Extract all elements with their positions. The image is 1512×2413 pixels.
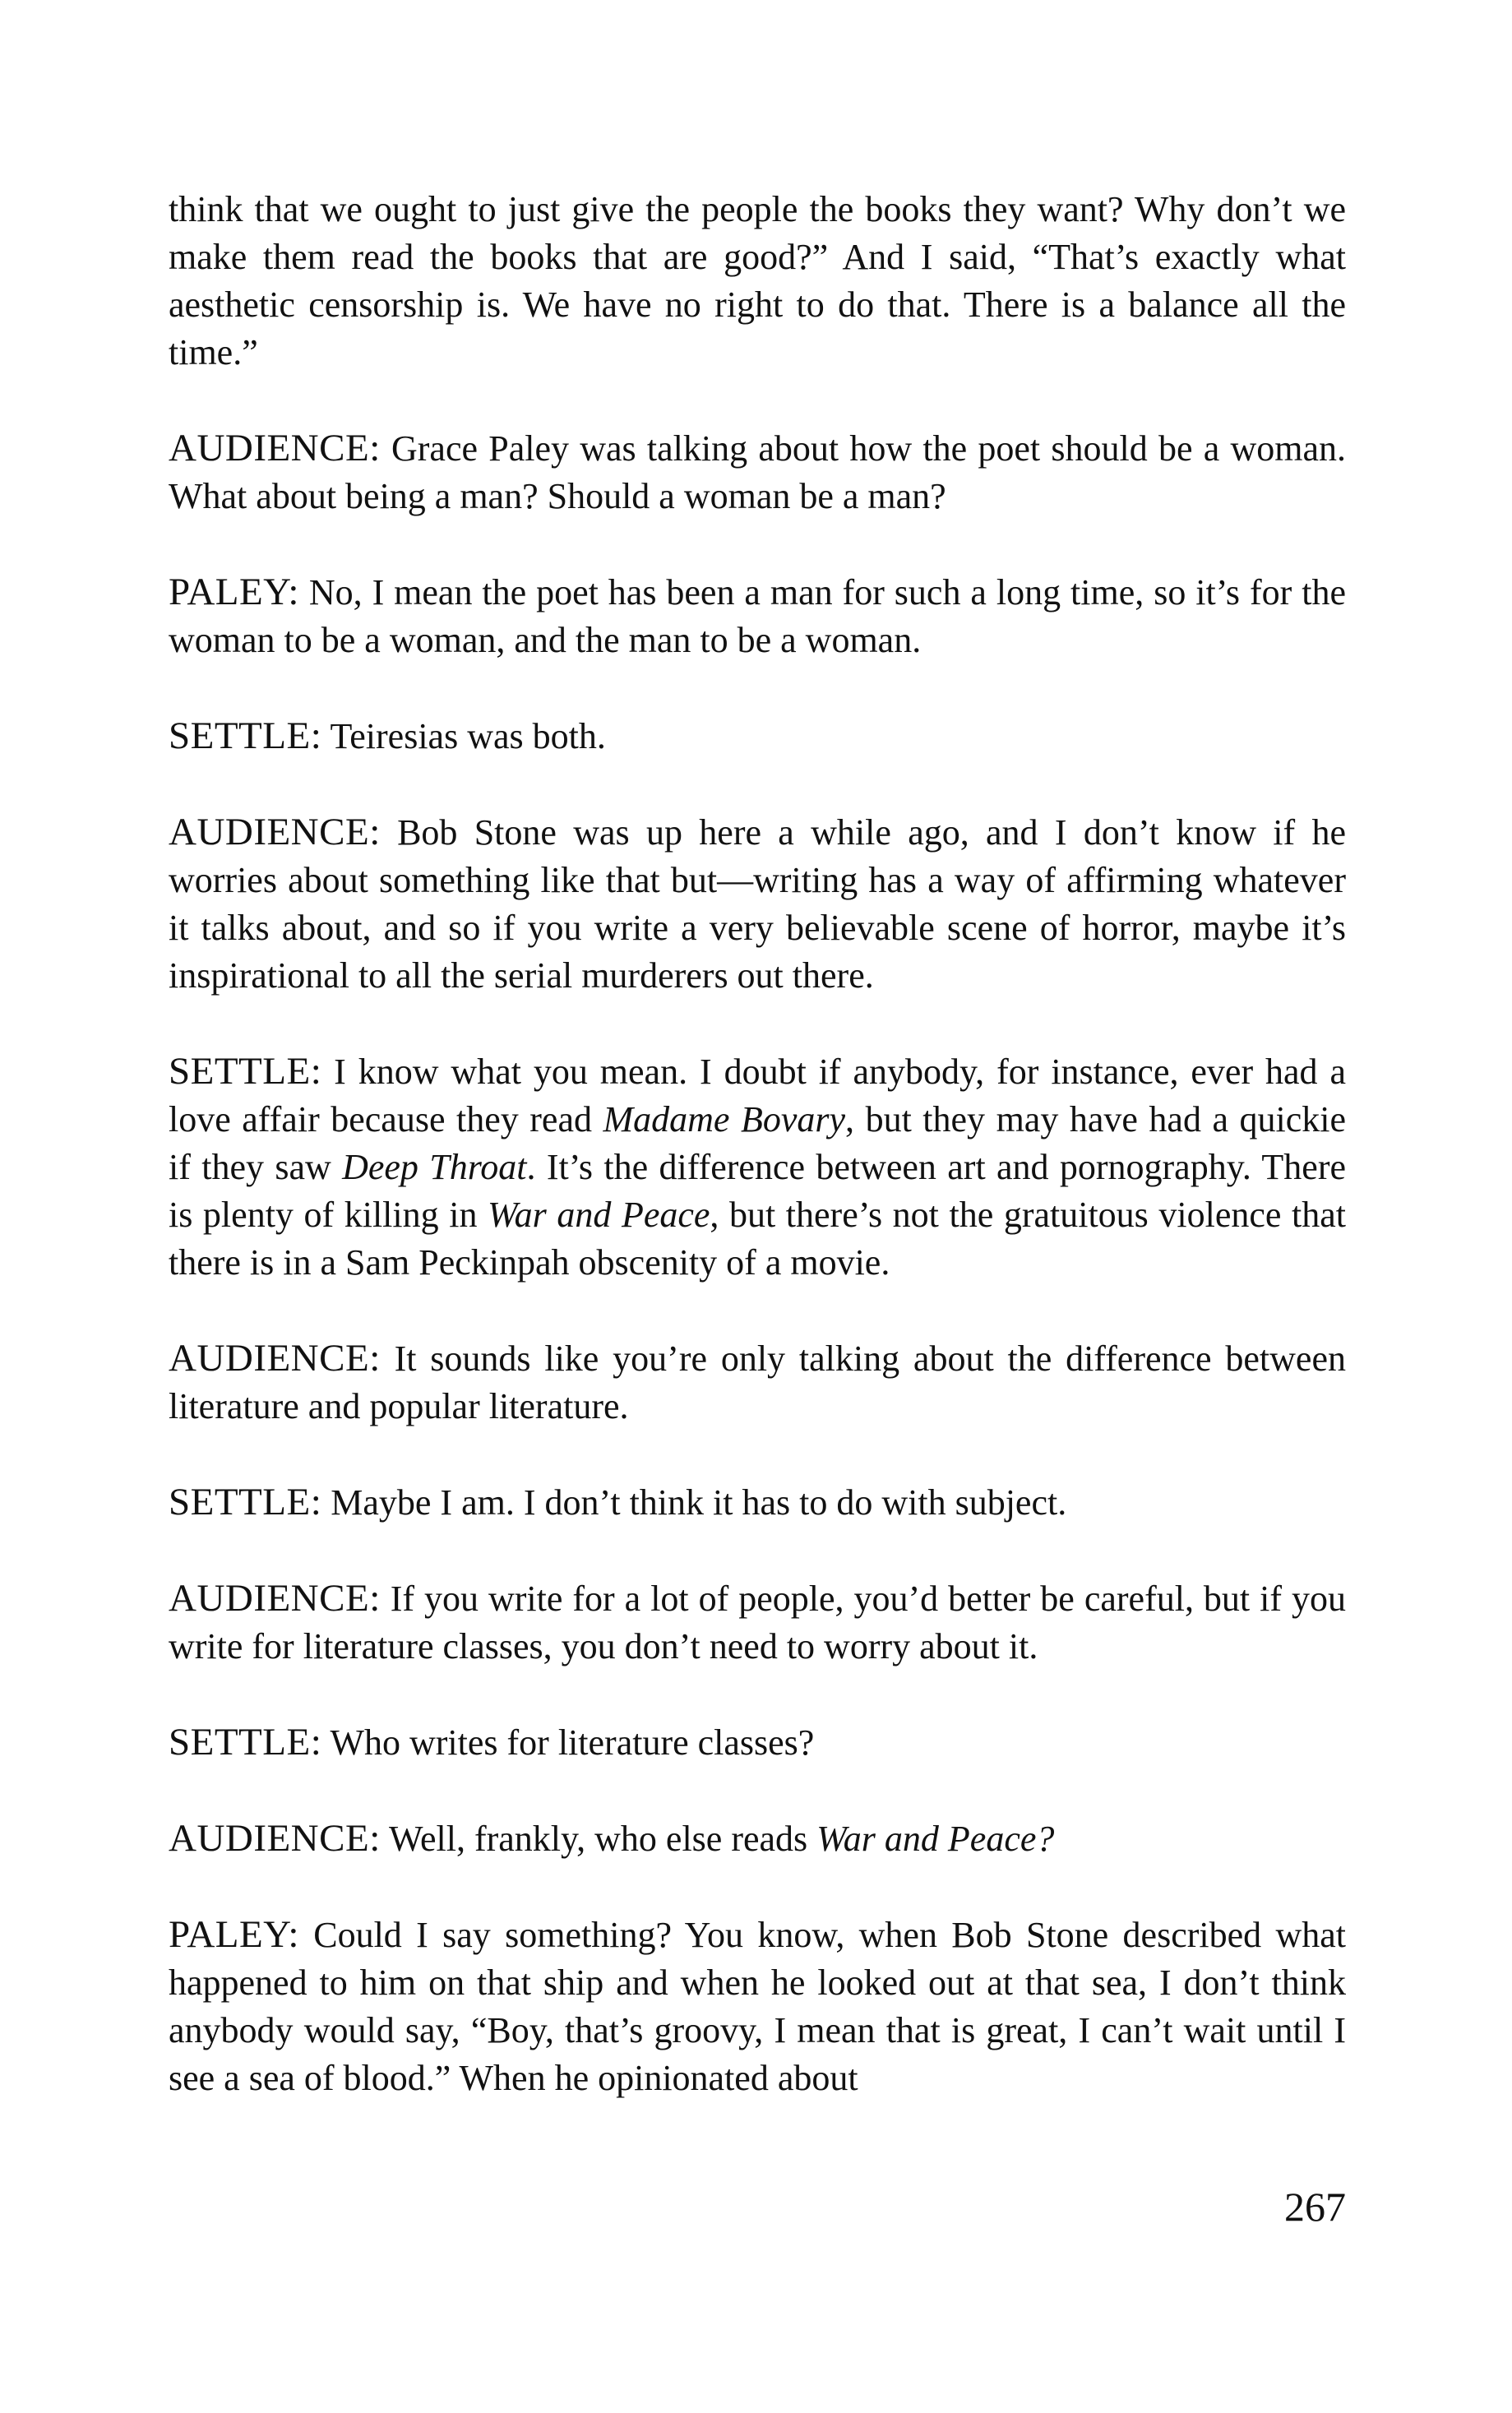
speaker-name: AUDIENCE : <box>169 1577 381 1620</box>
exchange-paragraph <box>169 808 1346 1000</box>
exchange-paragraph <box>169 1814 1346 1863</box>
speaker-text: I know what you mean. I doubt if anybody, for instance, ever had a love affair because they read Madame Bovary, but they may have had a quickie if they saw Deep Throat. It’s the difference between art and pornography. There is plenty of killing in War and Peace, but there’s not the gratuitous violence that there is in a Sam Peckinpah obscenity of a movie. <box>169 1052 1347 1283</box>
speaker-name: SETTLE : <box>169 1721 321 1764</box>
speaker-text: It sounds like you’re only talking about the difference between literature and popular literature. <box>169 1338 1346 1426</box>
exchange-paragraph <box>169 1574 1346 1671</box>
exchange-paragraph <box>169 568 1346 664</box>
exchange-paragraph <box>169 1478 1346 1527</box>
speaker-name: AUDIENCE : <box>169 811 381 853</box>
speaker-text: Well, frankly, who else reads War and Peace? <box>388 1819 1055 1859</box>
speaker-text: Bob Stone was up here a while ago, and I don’t know if he worries about something like that but—writing has a way of affirming whatever it talks about, and so if you write a very believable scene of horror, maybe it’s inspirational to all the serial murderers out there. <box>169 812 1347 996</box>
speaker-name: PALEY : <box>169 571 299 613</box>
exchange-paragraph <box>169 424 1346 520</box>
italic-title: War and Peace? <box>816 1819 1055 1859</box>
exchange-paragraph <box>169 1718 1346 1767</box>
page-number: 267 <box>1284 2184 1346 2230</box>
exchange-paragraph <box>169 1334 1346 1431</box>
speaker-text: Grace Paley was talking about how the poet should be a woman. What about being a man? Should a woman be a man? <box>169 428 1347 516</box>
speaker-text: Who writes for literature classes? <box>330 1722 815 1763</box>
exchange-paragraph <box>169 712 1346 760</box>
speaker-name: PALEY : <box>169 1913 299 1956</box>
opening-paragraph: think that we ought to just give the people the books they want? Why don’t we make them read the books that are good?” And I said, “That’s exactly what aesthetic censorship is. We have no right to do that. There is a balance all the time.” <box>169 189 1346 372</box>
speaker-text: Teiresias was both. <box>330 716 606 756</box>
exchange-paragraph <box>169 1047 1346 1287</box>
speaker-name: SETTLE : <box>169 1481 321 1523</box>
italic-title: Deep Throat <box>342 1147 527 1187</box>
speaker-text: If you write for a lot of people, you’d better be careful, but if you write for literature classes, you don’t need to worry about it. <box>169 1579 1346 1666</box>
speaker-name: SETTLE : <box>169 1050 321 1093</box>
page-body <box>169 186 1346 2150</box>
italic-title: Madame Bovary <box>603 1099 846 1139</box>
speaker-name: AUDIENCE : <box>169 1817 381 1860</box>
speaker-text: No, I mean the poet has been a man for such a long time, so it’s for the woman to be a woman, and the man to be a woman. <box>169 572 1347 660</box>
speaker-name: AUDIENCE : <box>169 1337 381 1380</box>
speaker-name: AUDIENCE : <box>169 427 381 469</box>
speaker-text: Maybe I am. I don’t think it has to do with subject. <box>331 1482 1067 1523</box>
speaker-name: SETTLE : <box>169 714 321 757</box>
speaker-text: Could I say something? You know, when Bob Stone described what happened to him on that ship and when he looked out at that sea, I don’t think anybody would say, “Boy, that’s groovy, I mean that is great, I can’t wait until I see a sea of blood.” When he opinionated about <box>169 1915 1346 2098</box>
exchange-paragraph <box>169 1911 1346 2102</box>
italic-title: War and Peace <box>488 1195 710 1235</box>
